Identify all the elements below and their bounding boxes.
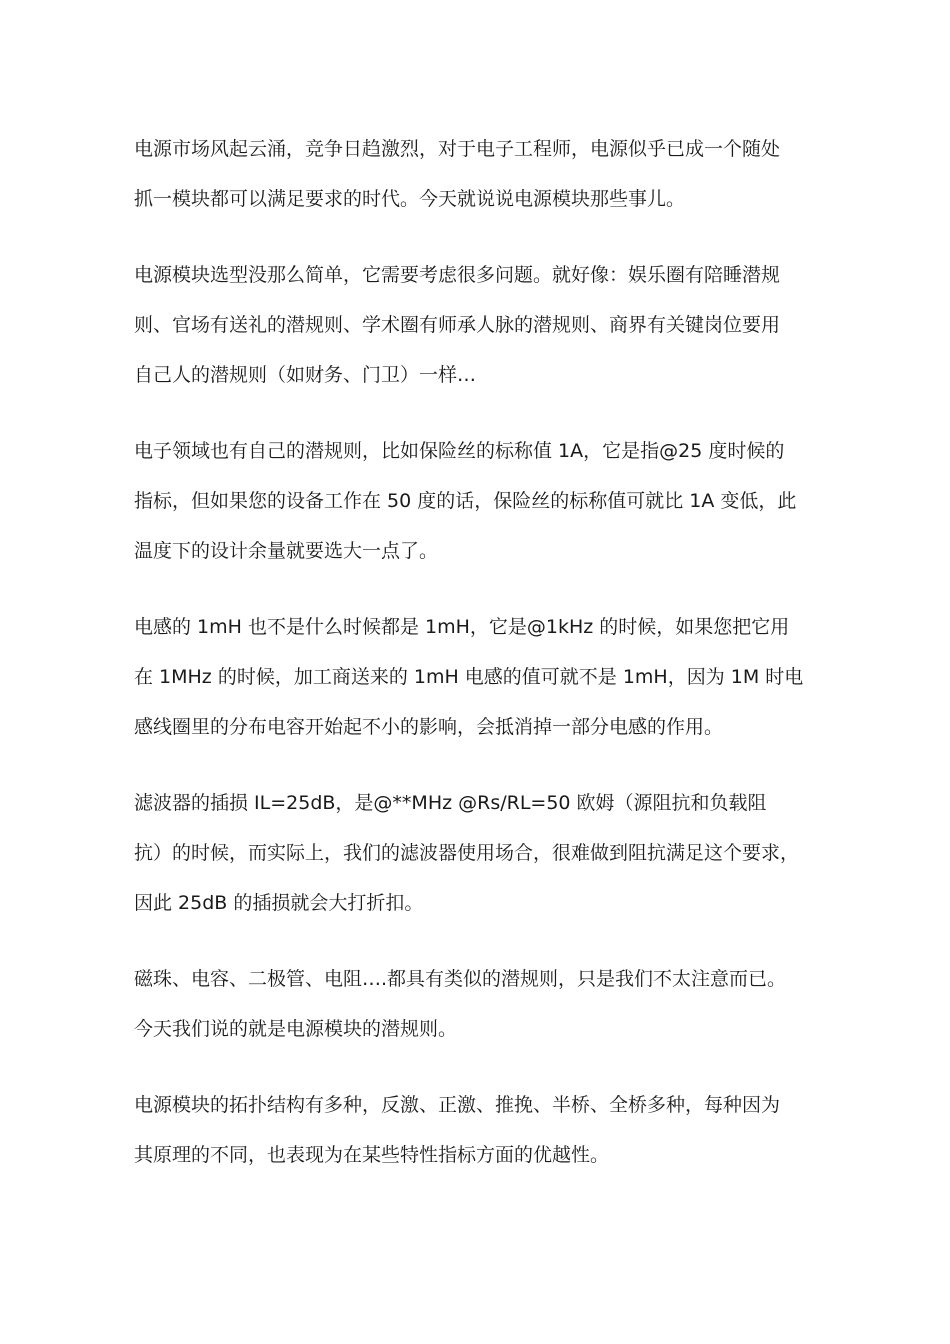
document-body	[134, 124, 814, 1206]
text-line: 指标，但如果您的设备工作在 50 度的话，保险丝的标称值可就比 1A 变低，此	[134, 490, 797, 512]
paragraph-intro	[134, 124, 814, 224]
text-line: 电源模块的拓扑结构有多种，反激、正激、推挽、半桥、全桥多种，每种因为	[134, 1094, 781, 1116]
paragraph-inductor	[134, 602, 814, 752]
text-line: 在 1MHz 的时候，加工商送来的 1mH 电感的值可就不是 1mH，因为 1M 时电	[134, 666, 804, 688]
paragraph-components	[134, 954, 814, 1054]
text-line: 因此 25dB 的插损就会大打折扣。	[134, 892, 424, 914]
text-line: 自己人的潜规则（如财务、门卫）一样…	[134, 364, 477, 386]
text-line: 抗）的时候，而实际上，我们的滤波器使用场合，很难做到阻抗满足这个要求，	[134, 842, 800, 864]
text-line: 电感的 1mH 也不是什么时候都是 1mH，它是@1kHz 的时候，如果您把它用	[134, 616, 790, 638]
text-line: 其原理的不同，也表现为在某些特性指标方面的优越性。	[134, 1144, 610, 1166]
paragraph-filter	[134, 778, 814, 928]
paragraph-topology	[134, 1080, 814, 1180]
text-line: 电源模块选型没那么简单，它需要考虑很多问题。就好像：娱乐圈有陪睡潜规	[134, 264, 781, 286]
text-line: 今天我们说的就是电源模块的潜规则。	[134, 1018, 458, 1040]
text-line: 抓一模块都可以满足要求的时代。今天就说说电源模块那些事儿。	[134, 188, 686, 210]
text-line: 温度下的设计余量就要选大一点了。	[134, 540, 439, 562]
text-line: 电子领域也有自己的潜规则，比如保险丝的标称值 1A，它是指@25 度时候的	[134, 440, 785, 462]
text-line: 滤波器的插损 IL=25dB，是@**MHz @Rs/RL=50 欧姆（源阻抗和负载阻	[134, 792, 767, 814]
text-line: 电源市场风起云涌，竞争日趋激烈，对于电子工程师，电源似乎已成一个随处	[134, 138, 781, 160]
text-line: 则、官场有送礼的潜规则、学术圈有师承人脉的潜规则、商界有关键岗位要用	[134, 314, 781, 336]
paragraph-fuse	[134, 426, 814, 576]
paragraph-module-selection	[134, 250, 814, 400]
text-line: 感线圈里的分布电容开始起不小的影响，会抵消掉一部分电感的作用。	[134, 716, 724, 738]
text-line: 磁珠、电容、二极管、电阻….都具有类似的潜规则，只是我们不太注意而已。	[134, 968, 787, 990]
